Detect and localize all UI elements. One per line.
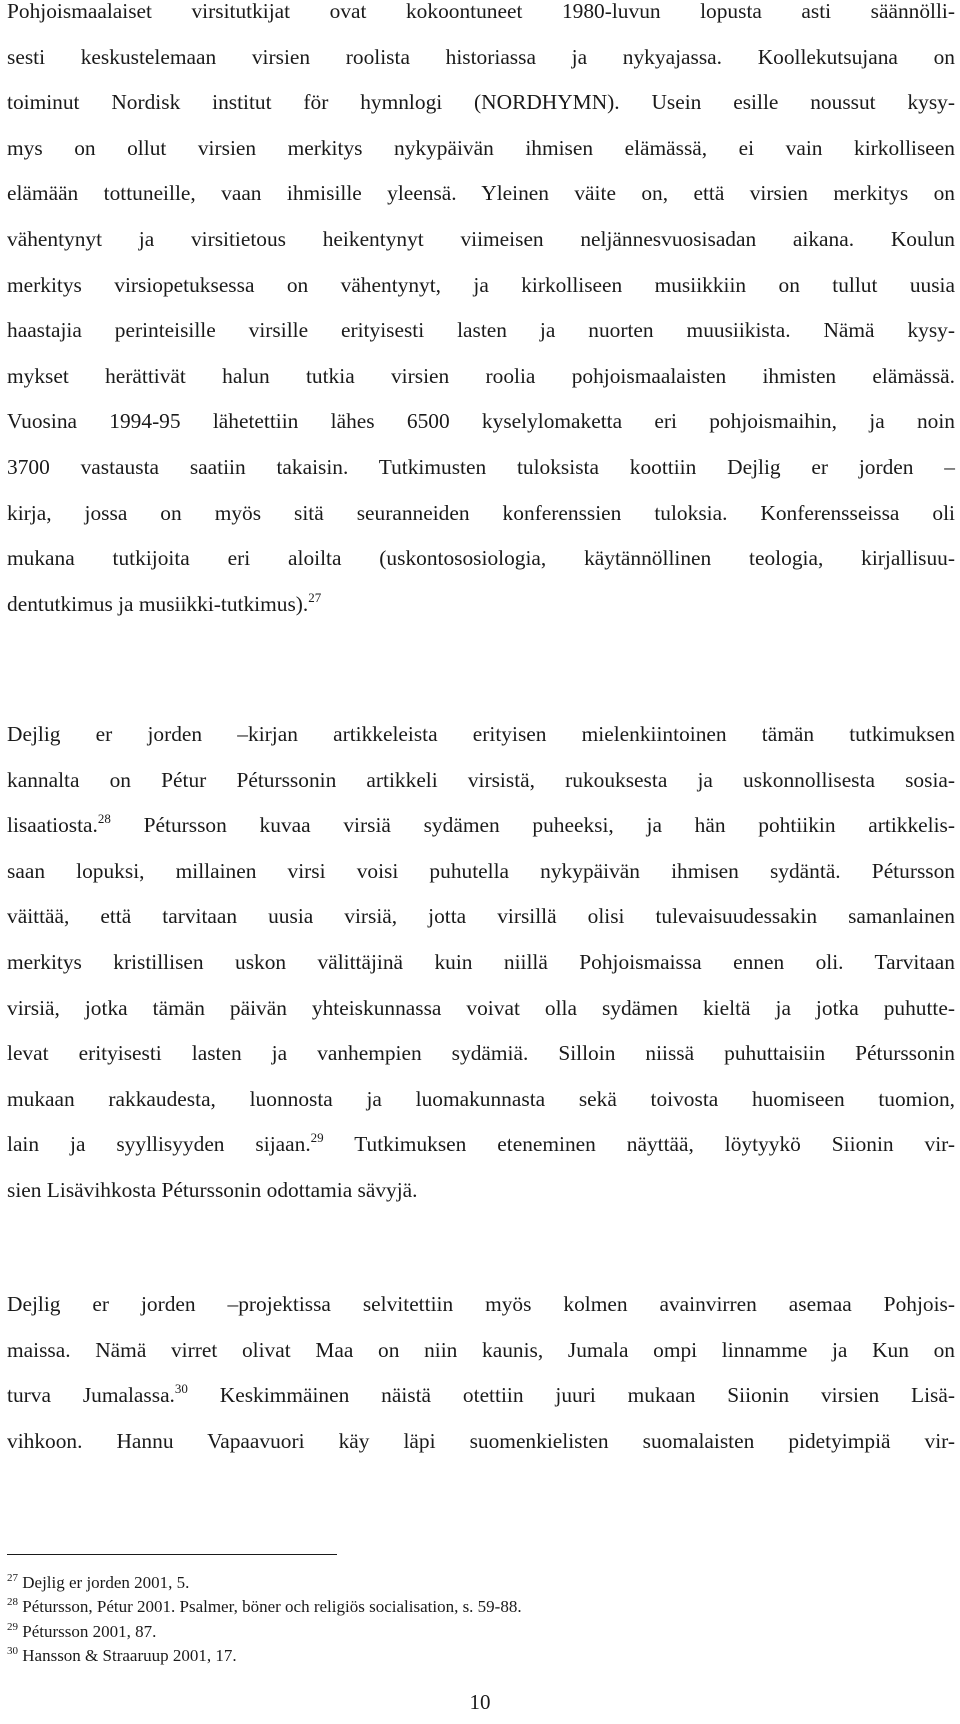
text-line: kannalta on Pétur Péturssonin artikkeli virsistä, rukouksesta ja uskonnollisesta sosia- bbox=[7, 767, 955, 792]
text-line: merkitys kristillisen uskon välittäjinä kuin niillä Pohjoismaissa ennen oli. Tarvitaan bbox=[7, 949, 955, 974]
footnote-ref-28[interactable]: 28 bbox=[97, 811, 111, 827]
footnote-30 bbox=[7, 1644, 907, 1668]
footnote-28 bbox=[7, 1595, 907, 1619]
footnote-text: Hansson & Straaruup 2001, 17. bbox=[22, 1645, 237, 1665]
text-line: vihkoon. Hannu Vapaavuori käy läpi suomenkielisten suomalaisten pidetyimpiä vir- bbox=[7, 1428, 955, 1453]
text-line: Dejlig er jorden –projektissa selvitettiin myös kolmen avainvirren asemaa Pohjois- bbox=[7, 1292, 955, 1316]
text-line: mukaan rakkaudesta, luonnosta ja luomakunnasta sekä toivosta huomiseen tuomion, bbox=[7, 1086, 955, 1111]
text-line: saan lopuksi, millainen virsi voisi puhutella nykypäivän ihmisen sydäntä. Pétursson bbox=[7, 858, 955, 883]
text-fragment: Pétursson kuvaa virsiä sydämen puheeksi, ja hän pohtiikin artikkelis- bbox=[110, 813, 955, 838]
text-fragment: turva Jumalassa. bbox=[7, 1383, 175, 1408]
text-line: Dejlig er jorden –kirjan artikkeleista erityisen mielenkiintoinen tämän tutkimuksen bbox=[7, 722, 955, 746]
footnote-text: Dejlig er jorden 2001, 5. bbox=[22, 1573, 190, 1592]
text-line-with-footnote bbox=[7, 1122, 955, 1168]
text-line: toiminut Nordisk institut för hymnlogi (NORDHYMN). Usein esille noussut kysy- bbox=[7, 90, 955, 115]
footnote-27 bbox=[7, 1571, 907, 1595]
text-fragment: lain ja syyllisyyden sijaan. bbox=[7, 1132, 311, 1157]
text-fragment: Tutkimuksen eteneminen näyttää, löytyykö Siionin vir- bbox=[323, 1132, 955, 1157]
text-line-last bbox=[7, 582, 955, 628]
text-line-last: sien Lisävihkosta Péturssonin odottamia sävyjä. bbox=[7, 1177, 418, 1202]
footnote-number: 29 bbox=[7, 1620, 18, 1633]
footnote-ref-29[interactable]: 29 bbox=[310, 1130, 324, 1146]
text-line: mys on ollut virsien merkitys nykypäivän ihmisen elämässä, ei vain kirkolliseen bbox=[7, 135, 955, 160]
footnote-number: 30 bbox=[7, 1644, 18, 1657]
footnote-number: 27 bbox=[7, 1572, 18, 1584]
page-number: 10 bbox=[469, 1690, 491, 1714]
text-line: 3700 vastausta saatiin takaisin. Tutkimusten tuloksista koottiin Dejlig er jorden – bbox=[7, 454, 955, 479]
text-line: merkitys virsiopetuksessa on vähentynyt, ja kirkolliseen musiikkiin on tullut uusia bbox=[7, 272, 955, 297]
text-line: Vuosina 1994-95 lähetettiin lähes 6500 kyselylomaketta eri pohjoismaihin, ja noin bbox=[7, 409, 955, 434]
text-line: levat erityisesti lasten ja vanhempien sydämiä. Silloin niissä puhuttaisiin Péturssonin bbox=[7, 1041, 955, 1066]
paragraph-3 bbox=[7, 1282, 955, 1464]
text-line-with-footnote bbox=[7, 803, 955, 849]
footnote-text: Pétursson, Pétur 2001. Psalmer, böner och religiös socialisation, s. 59-88. bbox=[22, 1597, 522, 1617]
footnote-number: 28 bbox=[7, 1596, 18, 1609]
text-line: vähentynyt ja virsitietous heikentynyt viimeisen neljännesvuosisadan aikana. Koulun bbox=[7, 226, 955, 251]
text-line: väittää, että tarvitaan uusia virsiä, jotta virsillä olisi tulevaisuudessakin samanlainen bbox=[7, 904, 955, 929]
text-line: mukana tutkijoita eri aloilta (uskontososiologia, käytännöllinen teologia, kirjallisuu- bbox=[7, 546, 955, 571]
text-fragment: dentutkimus ja musiikki-tutkimus). bbox=[7, 591, 309, 616]
footnotes bbox=[7, 1571, 907, 1668]
text-line: haastajia perinteisille virsille erityisesti lasten ja nuorten muusiikista. Nämä kysy- bbox=[7, 318, 955, 343]
footnote-text: Pétursson 2001, 87. bbox=[22, 1621, 157, 1641]
text-fragment: Keskimmäinen näistä otettiin juuri mukaan Siionin virsien Lisä- bbox=[187, 1383, 955, 1408]
text-line: maissa. Nämä virret olivat Maa on niin kaunis, Jumala ompi linnamme ja Kun on bbox=[7, 1337, 955, 1362]
footnote-ref-27[interactable]: 27 bbox=[308, 589, 322, 605]
text-fragment: lisaatiosta. bbox=[7, 813, 98, 838]
text-line: Pohjoismaalaiset virsitutkijat ovat kokoontuneet 1980-luvun lopusta asti säännölli- bbox=[7, 0, 955, 23]
text-line: virsiä, jotka tämän päivän yhteiskunnassa voivat olla sydämen kieltä ja jotka puhutte- bbox=[7, 995, 955, 1020]
paragraph-1 bbox=[7, 0, 955, 627]
text-line: elämään tottuneille, vaan ihmisille yleensä. Yleinen väite on, että virsien merkitys on bbox=[7, 181, 955, 206]
footnote-ref-30[interactable]: 30 bbox=[174, 1381, 188, 1397]
text-line: mykset herättivät halun tutkia virsien roolia pohjoismaalaisten ihmisten elämässä. bbox=[7, 363, 955, 388]
text-line: sesti keskustelemaan virsien roolista historiassa ja nykyajassa. Koollekutsujana on bbox=[7, 44, 955, 69]
text-line: kirja, jossa on myös sitä seuranneiden konferenssien tuloksia. Konferensseissa oli bbox=[7, 500, 955, 525]
text-line-with-footnote bbox=[7, 1373, 955, 1419]
footnote-divider bbox=[7, 1554, 337, 1555]
footnote-29 bbox=[7, 1620, 907, 1644]
paragraph-2 bbox=[7, 712, 955, 1214]
